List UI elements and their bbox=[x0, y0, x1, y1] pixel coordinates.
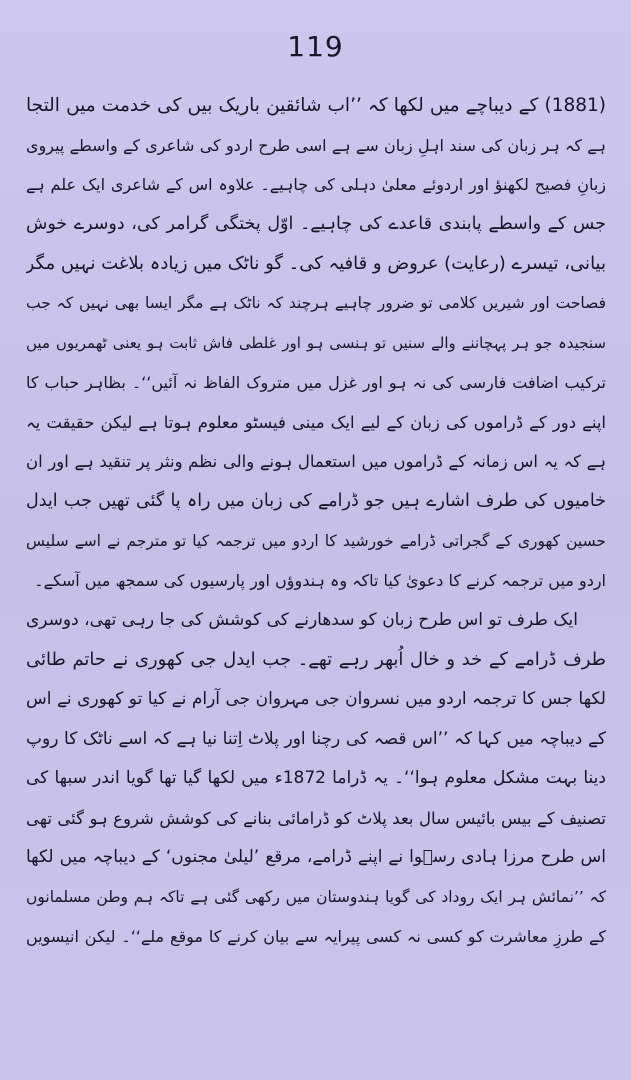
text-line: دینا بہت مشکل معلوم ہوا‘‘۔ یہ ڈراما 1872ء میں لکھا گیا تھا گویا اندر سبھا کی bbox=[26, 768, 606, 789]
text-line: ہے کہ ہر زبان کی سند اہلِ زبان سے ہے اسی طرح اردو کی شاعری کے واسطے پیروی bbox=[26, 135, 606, 155]
text-line: لکھا جس کا ترجمہ اردو میں نسروان جی مہروان جی آرام نے کیا تو کھوری نے اس bbox=[26, 688, 606, 709]
text-line: اردو میں ترجمہ کرنے کا دعویٰ کیا تاکہ وہ ہندوؤں اور پارسیوں کی سمجھ میں آسکے۔ bbox=[34, 571, 606, 591]
text-line: اس طرح مرزا ہادی رسؔوا نے اپنے ڈرامے، مرقع ’لیلیٰ مجنوں‘ کے دیباچہ میں لکھا bbox=[26, 847, 606, 868]
text-line: اپنے دور کے ڈراموں کی زبان کے لیے ایک مینی فیسٹو معلوم ہوتا ہے لیکن حقیقت یہ bbox=[26, 412, 606, 432]
text-line: بیانی، تیسرے (رعایت) عروض و قافیہ کی۔ گو ناٹک میں زیادہ بلاغت نہیں مگر bbox=[26, 253, 606, 275]
text-line: جس کے واسطے پابندی قاعدے کی چاہیے۔ اوّل پختگی گرامر کی، دوسرے خوش bbox=[26, 213, 606, 234]
text-line: طرف ڈرامے کے خد و خال اُبھر رہے تھے۔ جب ایدل جی کھوری نے حاتم طائی bbox=[26, 649, 606, 671]
page-number: 119 bbox=[287, 30, 344, 63]
text-line: زبانِ فصیح لکھنؤ اور اردوئے معلیٰ دہلی کی چاہیے۔ علاوہ اس کے شاعری ایک علم ہے bbox=[26, 175, 606, 195]
text-line: کے طرزِ معاشرت کو کسی نہ کسی پیرایہ سے بیان کرنے کا موقع ملے‘‘۔ لیکن انیسویں bbox=[26, 927, 606, 947]
text-line: حسین کھوری کے گجراتی ڈرامے خورشید کا اردو میں ترجمہ کیا تو مترجم نے اسے سلیس bbox=[26, 531, 606, 550]
text-line: کہ ’’نمائش ہر ایک روداد کی گویا ہندوستان میں رکھی گئی ہے تاکہ ہم وطن مسلمانوں bbox=[26, 887, 606, 906]
text-line: سنجیدہ جو ہر پہچاننے والے سنیں تو ہنسی ہو اور غلطی فاش ثابت ہو یعنی ٹھمریوں میں bbox=[26, 333, 606, 352]
urdu-text-block bbox=[26, 86, 606, 957]
text-line: فصاحت اور شیریں کلامی تو ضرور چاہیے ہرچند کہ ناٹک ہے مگر ایسا بھی نہیں کہ جب bbox=[26, 293, 606, 312]
text-line: خامیوں کی طرف اشارے ہیں جو ڈرامے کی زبان میں راہ پا گئی تھیں جب ایدل bbox=[26, 490, 606, 511]
text-line: تصنیف کے بیس بائیس سال بعد پلاٹ کو ڈرامائی بنانے کی کوشش شروع ہو گئی تھی bbox=[26, 808, 606, 828]
text-line: ہے کہ یہ اس زمانہ کے ڈراموں میں استعمال ہونے والی نظم ونثر پر تنقید ہے اور ان bbox=[26, 452, 606, 472]
text-line: ترکیب اضافت فارسی کی نہ ہو اور غزل میں متروک الفاظ نہ آئیں‘‘۔ بظاہر حباب کا bbox=[26, 373, 606, 393]
text-line: کے دیباچہ میں کہا کہ ’’اس قصہ کی رچنا اور پلاٹ اِتنا نیا ہے کہ اسے ناٹک کا روپ bbox=[26, 728, 606, 749]
text-line: (1881) کے دیباچے میں لکھا کہ ’’اب شائقین باریک بیں کی خدمت میں التجا bbox=[26, 95, 606, 116]
text-line: ایک طرف تو اس طرح زبان کو سدھارنے کی کوشش کی جا رہی تھی، دوسری bbox=[26, 609, 578, 630]
